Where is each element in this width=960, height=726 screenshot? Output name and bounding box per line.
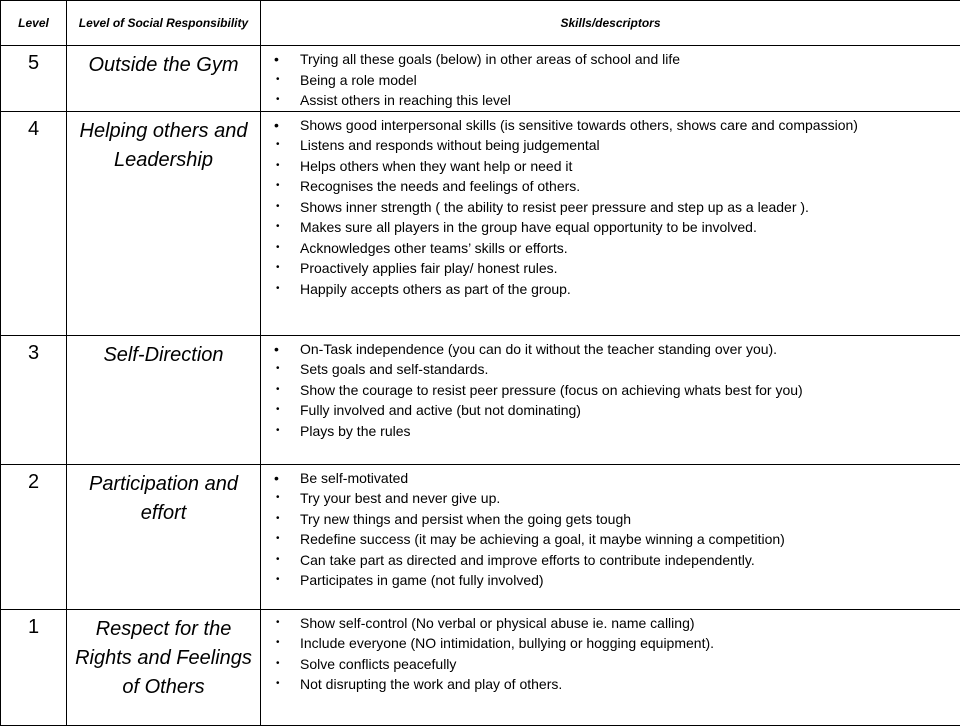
bullet-icon: • xyxy=(276,70,280,91)
skill-item xyxy=(267,488,960,509)
bullet-icon: • xyxy=(276,135,280,156)
skill-item xyxy=(267,176,960,197)
skill-item xyxy=(267,49,960,70)
bullet-icon: • xyxy=(274,115,279,136)
skill-text: Shows good interpersonal skills (is sensitive towards others, shows care and compassion) xyxy=(300,117,858,133)
bullet-icon: • xyxy=(276,90,280,111)
skill-text: Shows inner strength ( the ability to resist peer pressure and step up as a leader ). xyxy=(300,199,809,215)
skills-cell xyxy=(261,609,960,725)
skill-item xyxy=(267,529,960,550)
bullet-icon: • xyxy=(274,49,279,70)
skill-item xyxy=(267,400,960,421)
bullet-icon: • xyxy=(274,468,279,489)
skills-cell xyxy=(261,111,960,335)
skill-text: Participates in game (not fully involved) xyxy=(300,572,544,588)
bullet-icon: • xyxy=(276,674,280,695)
skill-item xyxy=(267,156,960,177)
skill-item xyxy=(267,197,960,218)
bullet-icon: • xyxy=(276,176,280,197)
skill-item xyxy=(267,90,960,111)
skill-item xyxy=(267,380,960,401)
skill-item xyxy=(267,421,960,442)
skill-text: Acknowledges other teams’ skills or efforts. xyxy=(300,240,568,256)
skill-item xyxy=(267,279,960,300)
skill-text: Recognises the needs and feelings of others. xyxy=(300,178,580,194)
bullet-icon: • xyxy=(276,509,280,530)
bullet-icon: • xyxy=(276,156,280,177)
skills-list xyxy=(267,468,960,591)
skills-cell xyxy=(261,46,960,112)
skill-text: Be self-motivated xyxy=(300,470,408,486)
level-name: Outside the Gym xyxy=(67,46,261,112)
skills-cell xyxy=(261,464,960,609)
level-number: 3 xyxy=(1,335,67,464)
skill-text: Fully involved and active (but not dominating) xyxy=(300,402,581,418)
header-level: Level xyxy=(1,1,67,46)
bullet-icon: • xyxy=(276,488,280,509)
bullet-icon: • xyxy=(276,633,280,654)
skill-item xyxy=(267,613,960,634)
level-name: Participation and effort xyxy=(67,464,261,609)
skill-text: Try your best and never give up. xyxy=(300,490,500,506)
skill-text: Can take part as directed and improve efforts to contribute independently. xyxy=(300,552,755,568)
skill-text: Show self-control (No verbal or physical abuse ie. name calling) xyxy=(300,615,695,631)
level-number: 4 xyxy=(1,111,67,335)
level-name: Helping others and Leadership xyxy=(67,111,261,335)
skill-text: Redefine success (it may be achieving a goal, it maybe winning a competition) xyxy=(300,531,785,547)
header-row xyxy=(1,1,960,46)
skill-text: Try new things and persist when the going gets tough xyxy=(300,511,631,527)
level-row xyxy=(1,111,960,335)
skill-text: Assist others in reaching this level xyxy=(300,92,511,108)
bullet-icon: • xyxy=(276,197,280,218)
header-social-responsibility: Level of Social Responsibility xyxy=(67,1,261,46)
skill-text: Helps others when they want help or need it xyxy=(300,158,572,174)
skills-cell xyxy=(261,335,960,464)
skills-list xyxy=(267,49,960,111)
bullet-icon: • xyxy=(276,380,280,401)
level-row xyxy=(1,335,960,464)
skill-text: Listens and responds without being judgemental xyxy=(300,137,600,153)
skill-text: On-Task independence (you can do it without the teacher standing over you). xyxy=(300,341,777,357)
skill-item xyxy=(267,70,960,91)
bullet-icon: • xyxy=(276,613,280,634)
skill-item xyxy=(267,509,960,530)
skill-item xyxy=(267,654,960,675)
level-number: 1 xyxy=(1,609,67,725)
level-row xyxy=(1,609,960,725)
skill-item xyxy=(267,115,960,136)
bullet-icon: • xyxy=(276,400,280,421)
skills-list xyxy=(267,115,960,300)
skill-text: Not disrupting the work and play of others. xyxy=(300,676,562,692)
bullet-icon: • xyxy=(276,654,280,675)
level-name: Respect for the Rights and Feelings of Others xyxy=(67,609,261,725)
bullet-icon: • xyxy=(276,217,280,238)
level-name: Self-Direction xyxy=(67,335,261,464)
bullet-icon: • xyxy=(276,238,280,259)
bullet-icon: • xyxy=(276,279,280,300)
skills-list xyxy=(267,339,960,442)
bullet-icon: • xyxy=(276,258,280,279)
skill-text: Happily accepts others as part of the group. xyxy=(300,281,571,297)
bullet-icon: • xyxy=(276,529,280,550)
skill-item xyxy=(267,570,960,591)
bullet-icon: • xyxy=(276,359,280,380)
skill-text: Solve conflicts peacefully xyxy=(300,656,456,672)
skill-text: Makes sure all players in the group have equal opportunity to be involved. xyxy=(300,219,757,235)
skills-list xyxy=(267,613,960,695)
level-number: 5 xyxy=(1,46,67,112)
skill-item xyxy=(267,550,960,571)
level-row xyxy=(1,46,960,112)
skill-item xyxy=(267,359,960,380)
bullet-icon: • xyxy=(276,550,280,571)
skill-item xyxy=(267,339,960,360)
rubric-body xyxy=(1,46,960,726)
skill-item xyxy=(267,135,960,156)
bullet-icon: • xyxy=(274,339,279,360)
skill-text: Sets goals and self-standards. xyxy=(300,361,488,377)
level-row xyxy=(1,464,960,609)
bullet-icon: • xyxy=(276,421,280,442)
skill-text: Show the courage to resist peer pressure (focus on achieving whats best for you) xyxy=(300,382,803,398)
skill-item xyxy=(267,217,960,238)
skill-item xyxy=(267,633,960,654)
level-number: 2 xyxy=(1,464,67,609)
skill-text: Proactively applies fair play/ honest rules. xyxy=(300,260,558,276)
header-skills: Skills/descriptors xyxy=(261,1,960,46)
skill-item xyxy=(267,258,960,279)
skill-item xyxy=(267,238,960,259)
skill-text: Plays by the rules xyxy=(300,423,411,439)
skill-text: Being a role model xyxy=(300,72,417,88)
skill-item xyxy=(267,674,960,695)
skill-text: Trying all these goals (below) in other areas of school and life xyxy=(300,51,680,67)
skill-item xyxy=(267,468,960,489)
bullet-icon: • xyxy=(276,570,280,591)
skill-text: Include everyone (NO intimidation, bullying or hogging equipment). xyxy=(300,635,714,651)
